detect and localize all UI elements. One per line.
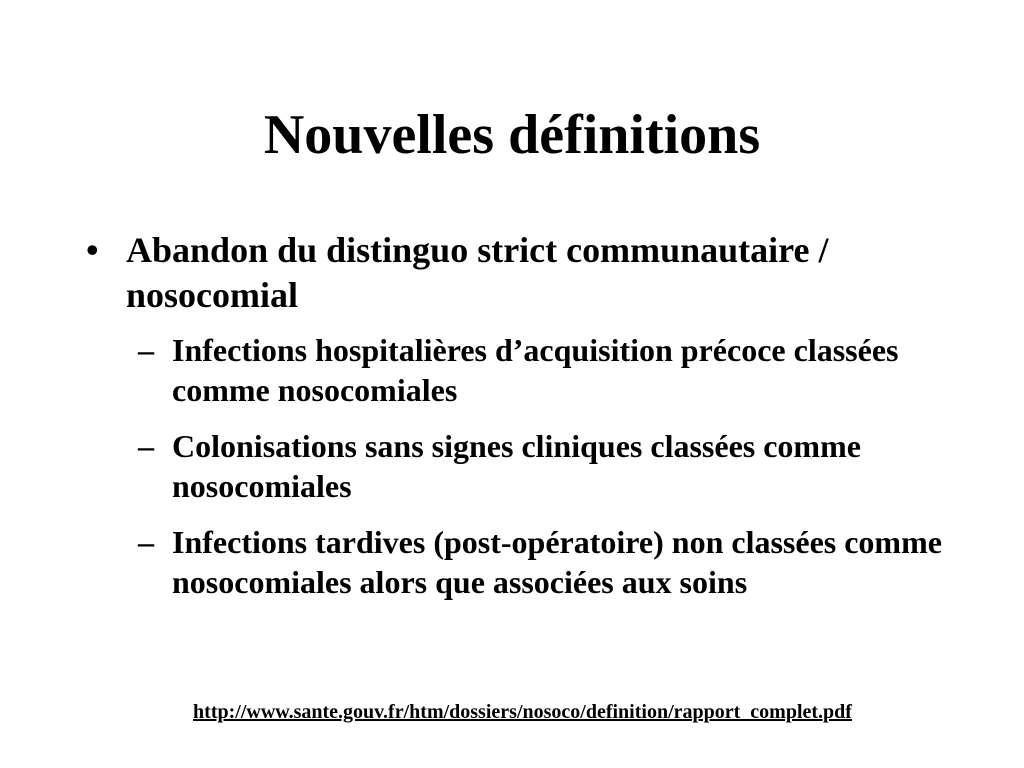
sub-point-text: Colonisations sans signes cliniques classées comme nosocomiales [172,428,861,504]
reference-footer [0,699,1024,725]
bullet-marker: • [86,230,99,270]
dash-marker: – [138,428,154,464]
sub-point [126,426,966,506]
slide-title: Nouvelles définitions [263,104,761,166]
dash-marker: – [138,332,154,368]
dash-marker: – [138,524,154,560]
sub-point [126,330,966,410]
sub-point-text: Infections hospitalières d’acquisition précoce classées comme nosocomiales [172,332,899,408]
slide-body [86,228,966,602]
reference-link[interactable]: http://www.sante.gouv.fr/htm/dossiers/nosoco/definition/rapport_complet.pdf [193,701,852,723]
sub-point-text: Infections tardives (post-opératoire) non classées comme nosocomiales alors que associées aux soins [172,524,942,600]
main-bullet-text: Abandon du distinguo strict communautaire / nosocomial [126,230,829,315]
main-bullet-point [86,228,966,318]
sub-point [126,522,966,602]
